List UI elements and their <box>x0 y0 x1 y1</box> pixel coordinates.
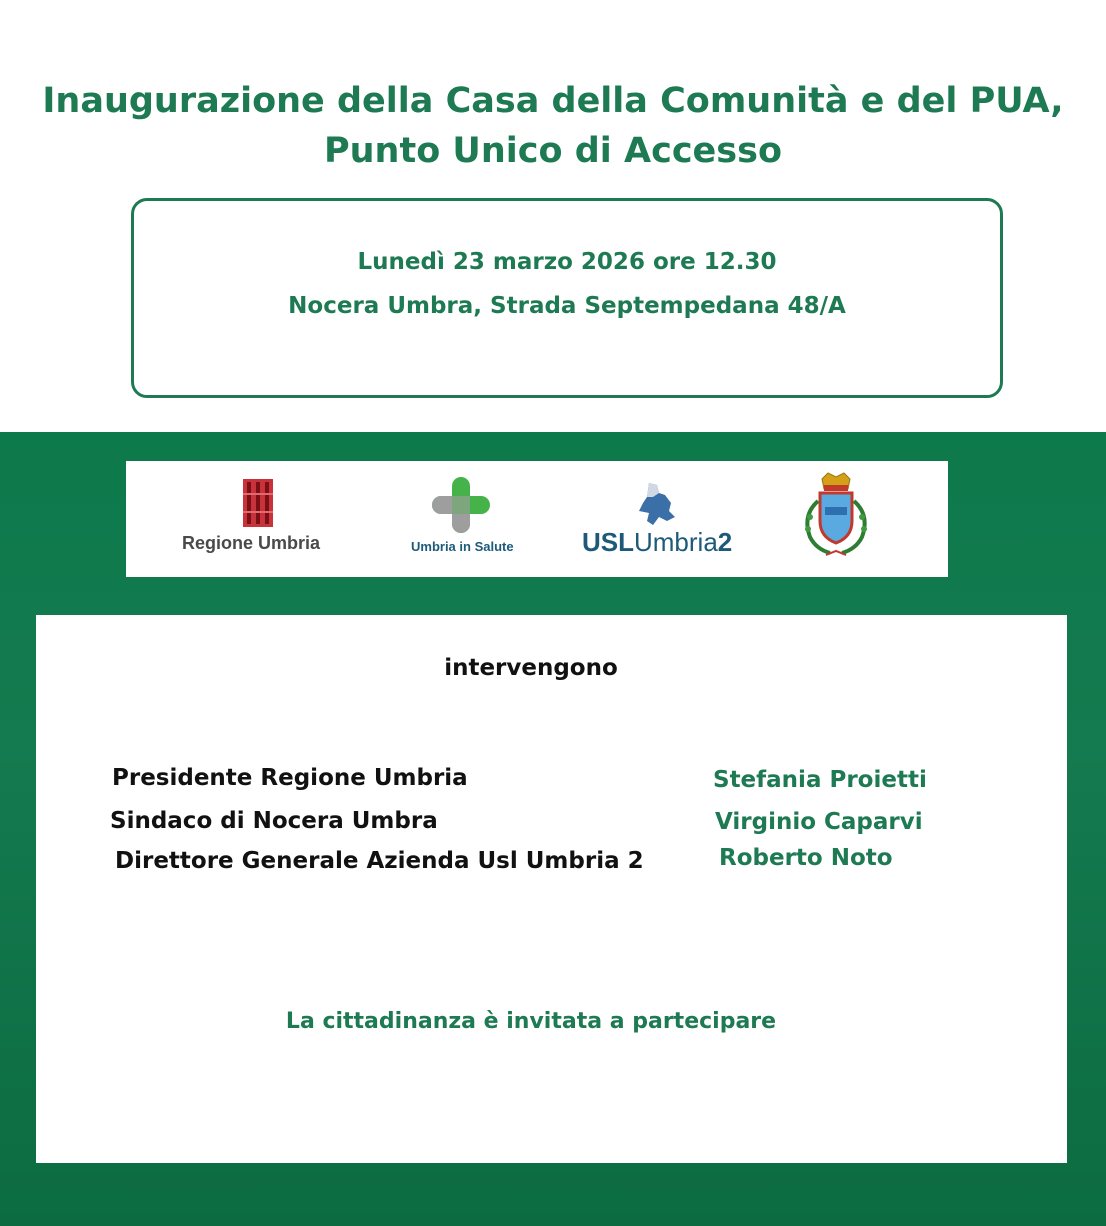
speaker-role: Sindaco di Nocera Umbra <box>110 808 438 834</box>
title-line-2: Punto Unico di Accesso <box>323 131 783 171</box>
speakers-card <box>36 615 1067 1163</box>
regione-umbria-label: Regione Umbria <box>182 533 321 553</box>
green-cross-icon <box>432 477 490 533</box>
speaker-name: Virginio Caparvi <box>715 809 923 835</box>
usl-umbria-2-label <box>582 527 732 558</box>
speaker-role: Direttore Generale Azienda Usl Umbria 2 <box>115 848 644 874</box>
logo-strip <box>126 461 948 577</box>
title-line-1: Inaugurazione della Casa della Comunità e del PUA, <box>42 81 1064 121</box>
event-datetime: Lunedì 23 marzo 2026 ore 12.30 <box>357 249 777 275</box>
logo-regione-umbria <box>166 461 346 577</box>
logo-usl-umbria-2 <box>576 461 733 577</box>
speaker-name: Roberto Noto <box>719 845 893 871</box>
closing-invitation: La cittadinanza è invitata a partecipare <box>285 1009 777 1034</box>
coat-of-arms-icon <box>796 471 876 563</box>
regione-umbria-emblem-icon <box>243 479 273 527</box>
logo-umbria-in-salute <box>394 461 534 577</box>
event-location: Nocera Umbra, Strada Septempedana 48/A <box>288 293 846 319</box>
speaker-role: Presidente Regione Umbria <box>112 765 468 791</box>
usl-number-label: 2 <box>717 527 733 557</box>
speakers-heading: intervengono <box>444 655 618 681</box>
umbria-region-map-icon <box>631 481 677 529</box>
umbria-in-salute-label: Umbria in Salute <box>411 539 514 554</box>
logo-comune-nocera-umbra <box>786 461 886 577</box>
page-title <box>0 76 1106 176</box>
event-info-box <box>131 198 1003 398</box>
usl-label: USL <box>582 527 634 557</box>
speaker-name: Stefania Proietti <box>713 767 927 793</box>
umbria-label: Umbria <box>634 527 718 557</box>
